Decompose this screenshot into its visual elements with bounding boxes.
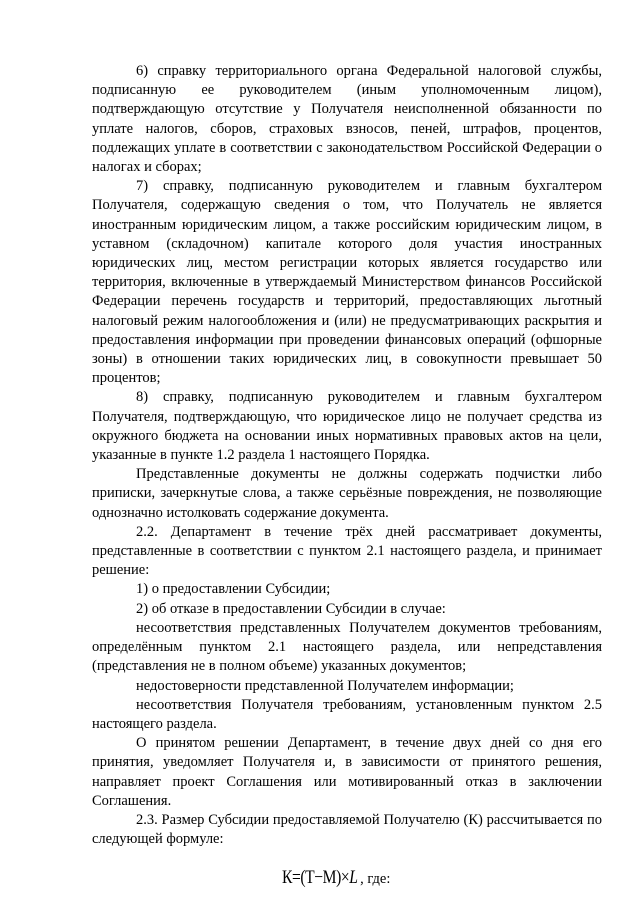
paragraph-documents-requirements: Представленные документы не должны содержать подчистки либо приписки, зачеркнутые слова, а также серьёзные повреждения, не позволяющие однозначно истолковать содержание документа. xyxy=(92,466,602,521)
document-body xyxy=(92,62,602,891)
formula-lhs: К=(Т−М)× xyxy=(282,867,350,889)
formula-expression xyxy=(282,866,357,890)
paragraph-decision-2: 2) об отказе в предоставлении Субсидии в случае: xyxy=(136,600,446,617)
paragraph-decision-1: 1) о предоставлении Субсидии; xyxy=(136,581,331,598)
subsidy-formula xyxy=(92,866,602,891)
paragraph-item-6: 6) справку территориального органа Федеральной налоговой службы, подписанную ее руководителем (иным уполномоченным лицом), подтверждающую отсутствие у Получателя неисполненной обязанности по уплате налогов, сборов, страховых взносов, пеней, штрафов, процентов, подлежащих уплате в соответствии с законодательством Российской Федерации о налогах и сборах; xyxy=(92,63,602,176)
formula-variable: L xyxy=(349,867,358,889)
paragraph-notification: О принятом решении Департамент, в течение двух дней со дня его принятия, уведомляет Получателя и, в зависимости от принятого решения, направляет проект Соглашения или мотивированный отказ в заключении Соглашения. xyxy=(92,735,602,809)
paragraph-2-3: 2.3. Размер Субсидии предоставляемой Получателю (К) рассчитывается по следующей формуле: xyxy=(92,811,602,848)
paragraph-refusal-reason-3: несоответствия Получателя требованиям, установленным пунктом 2.5 настоящего раздела. xyxy=(92,696,602,732)
paragraph-refusal-reason-1: несоответствия представленных Получателем документов требованиям, определённым пунктом 2.1 настоящего раздела, или непредставления (представления не в полном объеме) указанных документов; xyxy=(92,619,602,675)
paragraph-item-7: 7) справку, подписанную руководителем и главным бухгалтером Получателя, содержащую сведения о том, что Получатель не является иностранным юридическим лицом, а также российским юридическим лицом, в уставном (складочном) капитале которого доля участия иностранных юридических лиц, местом регистрации которых является государство или территория, включенные в утверждаемый Министерством финансов Российской Федерации перечень государств и территорий, предоставляющих льготный налоговый режим налогообложения и (или) не предусматривающих раскрытия и предоставления информации при проведении финансовых операций (офшорные зоны) в отношении таких юридических лиц, в совокупности превышает 50 процентов; xyxy=(92,178,602,387)
paragraph-refusal-reason-2: недостоверности представленной Получателем информации; xyxy=(136,677,514,694)
paragraph-item-8: 8) справку, подписанную руководителем и главным бухгалтером Получателя, подтверждающую, что юридическое лицо не получает средства из окружного бюджета на основании иных нормативных правовых актов на цели, указанные в пункте 1.2 раздела 1 настоящего Порядка. xyxy=(92,389,602,464)
formula-tail: , где: xyxy=(360,871,391,888)
paragraph-2-2: 2.2. Департамент в течение трёх дней рассматривает документы, представленные в соответствии с пунктом 2.1 настоящего раздела, и принимает решение: xyxy=(92,523,602,579)
